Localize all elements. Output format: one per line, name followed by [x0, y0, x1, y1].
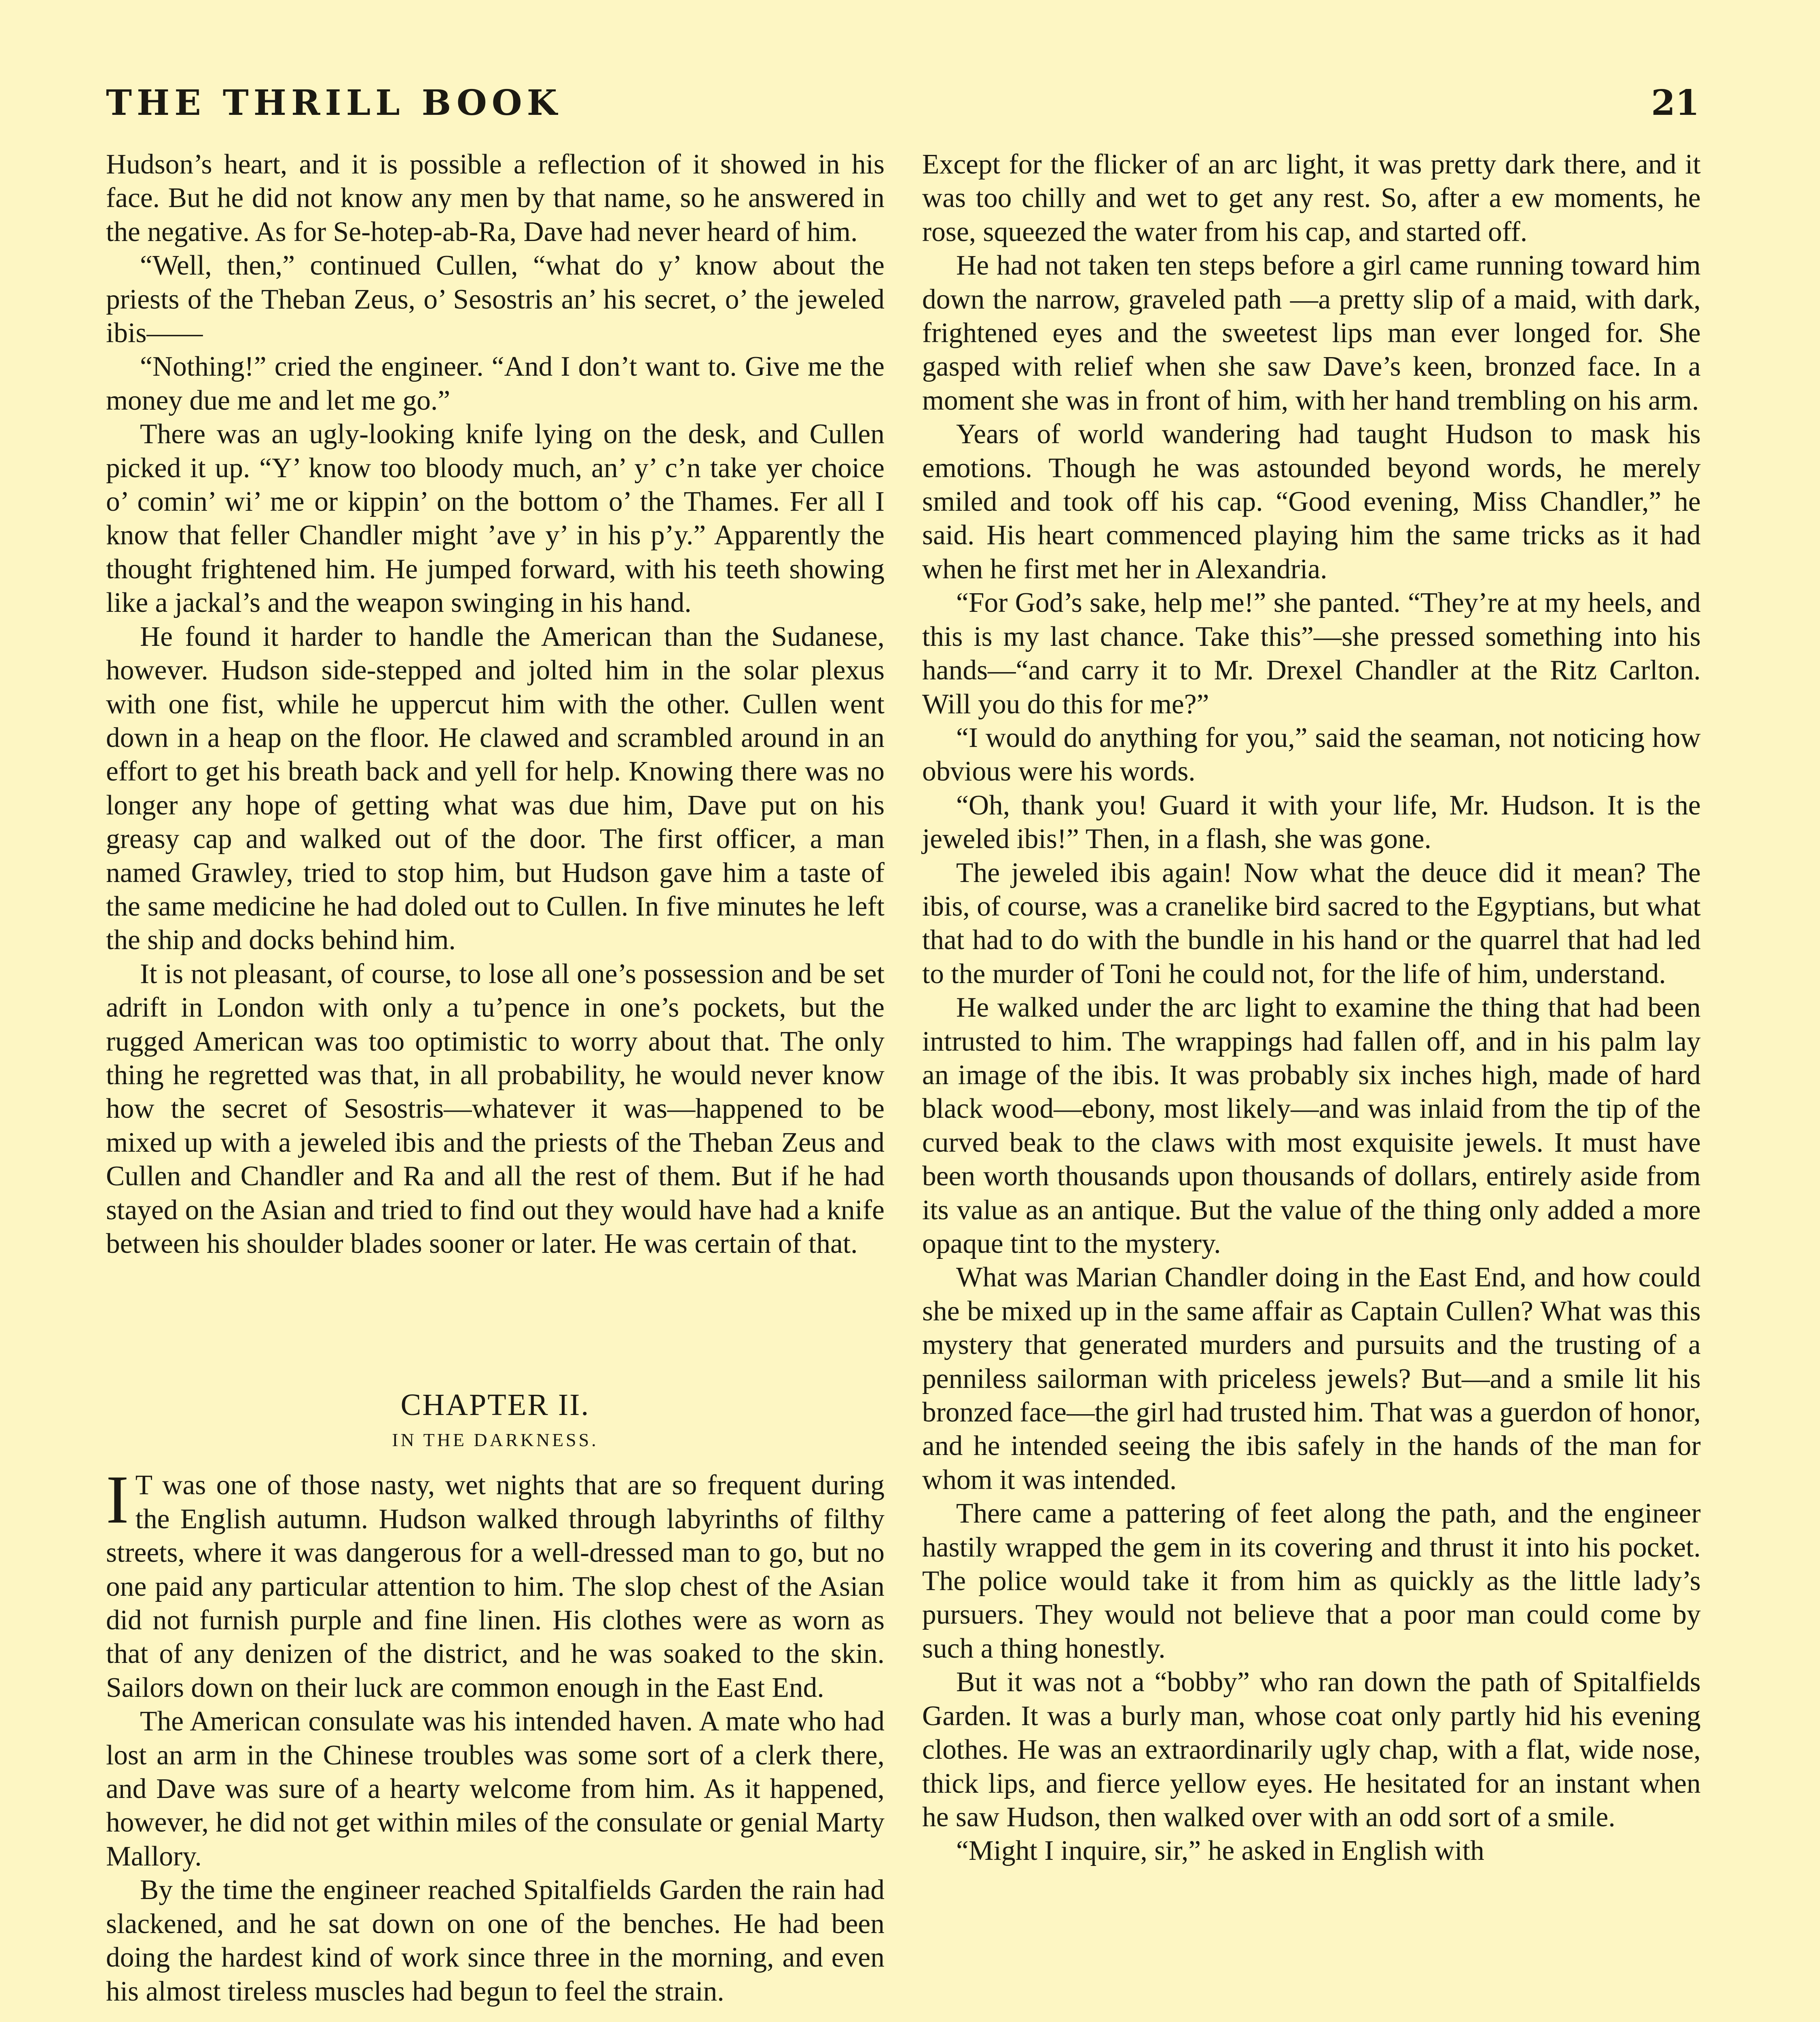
chapter-opening-paragraph — [106, 1462, 885, 1705]
paragraph: He walked under the arc light to examine the thing that had been intrusted to him. The wrappings had fallen off, and in his palm lay an image of the ibis. It was probably six inches high, made of hard black wood—ebony, most likely—and was inlaid from the tip of the curved beak to the claws with most exquisite jewels. It must have been worth thousands upon thousands of dollars, entirely aside from its value as an antique. But the value of the thing only added a more opaque tint to the mystery. — [922, 992, 1701, 1259]
paragraph: Hudson’s heart, and it is possible a reflection of it showed in his face. But he did not know any men by that name, so he answered in the negative. As for Se-hotep-ab-Ra, Dave had never heard of him. — [106, 149, 885, 247]
paragraph: There came a pattering of feet along the path, and the engineer hastily wrapped the gem in its covering and thrust it into his pocket. The police would take it from him as quickly as the little lady’s pursuers. They would not believe that a poor man could come by such a thing honestly. — [922, 1498, 1701, 1664]
page-header — [106, 83, 1699, 131]
opening-text: T was one of those nasty, wet nights that are so frequent during the English autumn. Hudson walked through labyrinths of filthy streets, where it was dangerous for a well-dressed man to go, but no one paid any particular attention to him. The slop chest of the Asian did not furnish purple and fine linen. His clothes were as worn as that of any denizen of the district, and he was soaked to the skin. Sailors down on their luck are common enough in the East End. — [106, 1470, 885, 1703]
paragraph: The American consulate was his intended haven. A mate who had lost an arm in the Chinese troubles was some sort of a clerk there, and Dave was sure of a hearty welcome from him. As it happened, however, he did not get within miles of the consulate or genial Marty Mallory. — [106, 1706, 885, 1872]
paragraph: “Nothing!” cried the engineer. “And I don’t want to. Give me the money due me and let me go.” — [106, 351, 885, 416]
chapter-heading — [106, 1387, 885, 1453]
paragraph: “Might I inquire, sir,” he asked in English with — [956, 1835, 1484, 1867]
paragraph: He found it harder to handle the American than the Sudanese, however. Hudson side-stepped and jolted him in the solar plexus with one fist, while he uppercut him with the other. Cullen went down in a heap on the floor. He clawed and scrambled around in an effort to get his breath back and yell for help. Knowing there was no longer any hope of getting what was due him, Dave put on his greasy cap and walked out of the door. The first officer, a man named Grawley, tried to stop him, but Hudson gave him a taste of the same medicine he had doled out to Cullen. In five minutes he left the ship and docks behind him. — [106, 621, 885, 956]
paragraph: What was Marian Chandler doing in the East End, and how could she be mixed up in the same affair as Captain Cullen? What was this mystery that generated murders and pursuits and the trusting of a penniless sailorman with priceless jewels? But—and a smile lit his bronzed face—the girl had trusted him. That was a guerdon of honor, and he intended seeing the ibis safely in the hands of the man for whom it was intended. — [922, 1262, 1701, 1495]
page-number: 21 — [1651, 82, 1699, 123]
paragraph: There was an ugly-looking knife lying on the desk, and Cullen picked it up. “Y’ know too bloody much, an’ y’ c’n take yer choice o’ comin’ wi’ me or kippin’ on the bottom o’ the Thames. Fer all I know that feller Chandler might ’ave y’ in his p’y.” Apparently the thought frightened him. He jumped forward, with his teeth showing like a jackal’s and the weapon swinging in his hand. — [106, 419, 885, 619]
paragraph: “For God’s sake, help me!” she panted. “They’re at my heels, and this is my last chance. Take this”—she pressed something into his hands—“and carry it to Mr. Drexel Chandler at the Ritz Carlton. Will you do this for me?” — [922, 587, 1701, 720]
chapter-title: CHAPTER II. — [400, 1388, 590, 1422]
paragraph: “I would do anything for you,” said the seaman, not noticing how obvious were his words. — [922, 722, 1701, 787]
paragraph: “Well, then,” continued Cullen, “what do y’ know about the priests of the Theban Zeus, o’ Sesostris an’ his secret, o’ the jeweled ibis—— — [106, 250, 885, 349]
magazine-title: THE THRILL BOOK — [106, 82, 562, 123]
drop-cap: I — [106, 1462, 129, 1538]
chapter-subtitle: IN THE DARKNESS. — [392, 1430, 599, 1451]
paragraph: He had not taken ten steps before a girl came running toward him down the narrow, graveled path —a pretty slip of a maid, with dark, frightened eyes and the sweetest lips man ever longed for. She gasped with relief when she saw Dave’s keen, bronzed face. In a moment she was in front of him, with her hand trembling on his arm. — [922, 250, 1701, 416]
paragraph: Years of world wandering had taught Hudson to mask his emotions. Though he was astounded beyond words, he merely smiled and took off his cap. “Good evening, Miss Chandler,” he said. His heart commenced playing him the same tricks as it had when he first met her in Alexandria. — [922, 419, 1701, 585]
left-column — [106, 148, 885, 2008]
paragraph: The jeweled ibis again! Now what the deuce did it mean? The ibis, of course, was a cranelike bird sacred to the Egyptians, but what that had to do with the bundle in his hand or the quarrel that had led to the murder of Toni he could not, for the life of him, understand. — [922, 857, 1701, 990]
paragraph: “Oh, thank you! Guard it with your life, Mr. Hudson. It is the jeweled ibis!” Then, in a flash, she was gone. — [922, 789, 1701, 855]
paragraph: It is not pleasant, of course, to lose all one’s possession and be set adrift in London with only a tu’pence in one’s pockets, but the rugged American was too optimistic to worry about that. The only thing he regretted was that, in all probability, he would never know how the secret of Sesostris—whatever it was—happened to be mixed up with a jeweled ibis and the priests of the Theban Zeus and Cullen and Chandler and Ra and all the rest of them. But if he had stayed on the Asian and tried to find out they would have had a knife between his shoulder blades sooner or later. He was certain of that. — [106, 958, 885, 1259]
right-column — [922, 148, 1701, 1868]
paragraph: But it was not a “bobby” who ran down the path of Spitalfields Garden. It was a burly man, whose coat only partly hid his evening clothes. He was an extraordinarily ugly chap, with a flat, wide nose, thick lips, and fierce yellow eyes. He hesitated for an instant when he saw Hudson, then walked over with an odd sort of a smile. — [922, 1667, 1701, 1833]
paragraph: Except for the flicker of an arc light, it was pretty dark there, and it was too chilly and wet to get any rest. So, after a ew moments, he rose, squeezed the water from his cap, and started off. — [922, 149, 1701, 247]
paragraph: By the time the engineer reached Spitalfields Garden the rain had slackened, and he sat down on one of the benches. He had been doing the hardest kind of work since three in the morning, and even his almost tireless muscles had begun to feel the strain. — [106, 1874, 885, 2007]
